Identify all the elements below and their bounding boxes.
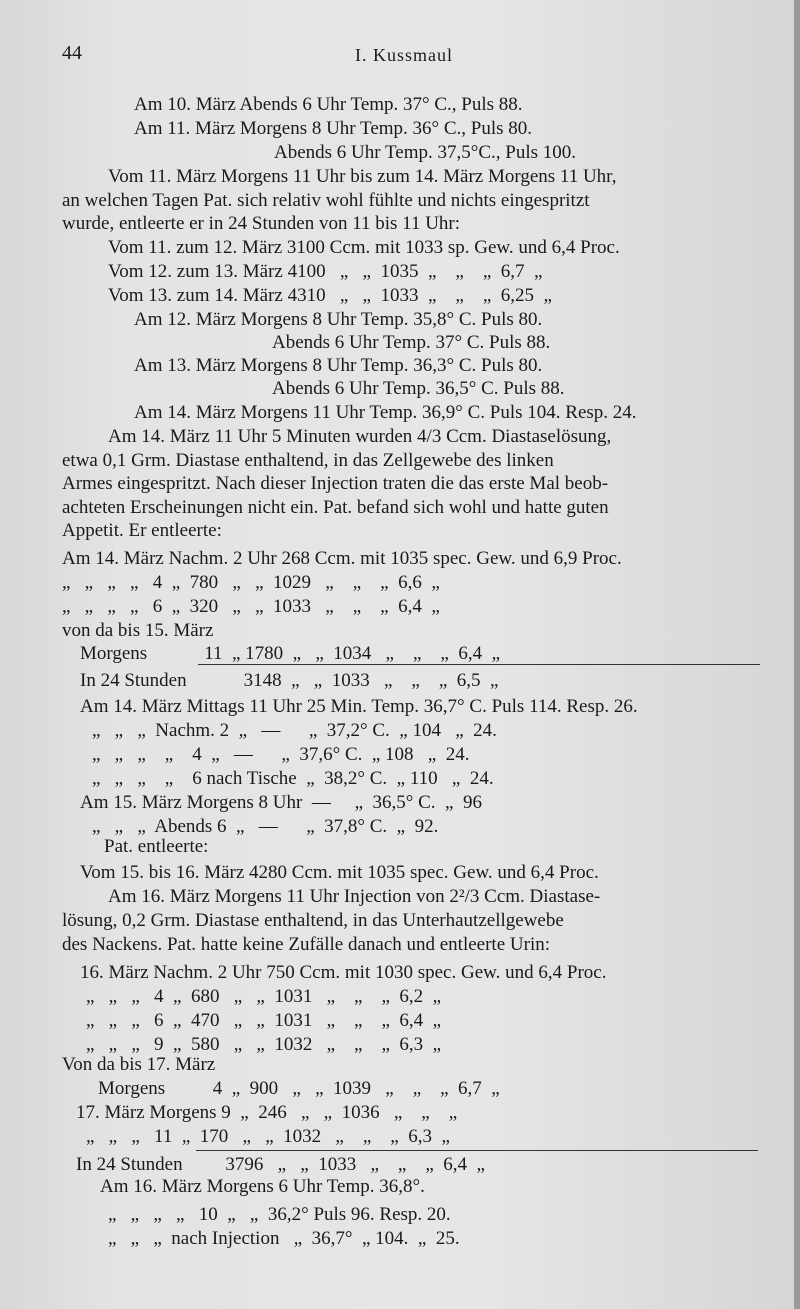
table-row: Von da bis 17. März [62,1054,216,1075]
table-row: „ „ „ 9 „ 580 „ „ 1032 „ „ „ 6,3 „ [86,1034,442,1055]
text-line: Am 14. März Morgens 11 Uhr Temp. 36,9° C. Puls 104. Resp. 24. [134,402,637,423]
table-row: Am 16. März Morgens 6 Uhr Temp. 36,8°. [100,1176,425,1197]
text-line: Abends 6 Uhr Temp. 37° C. Puls 88. [272,332,551,353]
text-line: Armes eingespritzt. Nach dieser Injection traten die das erste Mal beob- [62,473,609,494]
text-line: Abends 6 Uhr Temp. 37,5°C., Puls 100. [274,142,577,163]
text-line: Am 11. März Morgens 8 Uhr Temp. 36° C., Puls 80. [134,118,533,139]
text-line: Appetit. Er entleerte: [62,520,222,541]
table-row: Am 15. März Morgens 8 Uhr — „ 36,5° C. „ 96 [80,792,482,813]
table-row: 16. März Nachm. 2 Uhr 750 Ccm. mit 1030 spec. Gew. und 6,4 Proc. [80,962,607,983]
text-line: Am 14. März 11 Uhr 5 Minuten wurden 4/3 Ccm. Diastaselösung, [108,426,612,447]
text-line: etwa 0,1 Grm. Diastase enthaltend, in das Zellgewebe des linken [62,450,554,471]
table-row: „ „ „ „ 6 nach Tische „ 38,2° C. „ 110 „ 24. [92,768,494,789]
text-line: Am 13. März Morgens 8 Uhr Temp. 36,3° C. Puls 80. [134,355,543,376]
text-line: lösung, 0,2 Grm. Diastase enthaltend, in das Unterhautzellgewebe [62,910,564,931]
text-line: Pat. entleerte: [104,836,209,857]
table-row: „ „ „ „ 10 „ „ 36,2° Puls 96. Resp. 20. [108,1204,451,1225]
table-row: „ „ „ „ 6 „ 320 „ „ 1033 „ „ „ 6,4 „ [62,596,440,617]
table-row: „ „ „ „ 4 „ 780 „ „ 1029 „ „ „ 6,6 „ [62,572,440,593]
text-line: Am 12. März Morgens 8 Uhr Temp. 35,8° C. Puls 80. [134,309,543,330]
text-line: wurde, entleerte er in 24 Stunden von 11 bis 11 Uhr: [62,213,461,234]
table-row: „ „ „ Abends 6 „ — „ 37,8° C. „ 92. [92,816,439,837]
text-line: Vom 12. zum 13. März 4100 „ „ 1035 „ „ „ 6,7 „ [108,261,543,282]
text-line: Vom 13. zum 14. März 4310 „ „ 1033 „ „ „ 6,25 „ [108,285,552,306]
table-row: „ „ „ 11 „ 170 „ „ 1032 „ „ „ 6,3 „ [86,1126,450,1147]
table-row: „ „ „ 4 „ 680 „ „ 1031 „ „ „ 6,2 „ [86,986,442,1007]
text-line: an welchen Tagen Pat. sich relativ wohl fühlte und nichts eingespritzt [62,190,590,211]
text-line: des Nackens. Pat. hatte keine Zufälle danach und entleerte Urin: [62,934,550,955]
text-line: Vom 11. März Morgens 11 Uhr bis zum 14. März Morgens 11 Uhr, [108,166,617,187]
table-row: Morgens 11 „ 1780 „ „ 1034 „ „ „ 6,4 „ [80,643,501,664]
table-row: „ „ „ Nachm. 2 „ — „ 37,2° C. „ 104 „ 24. [92,720,497,741]
text-line: Am 16. März Morgens 11 Uhr Injection von 2²/3 Ccm. Diastase- [108,886,601,907]
table-row: Morgens 4 „ 900 „ „ 1039 „ „ „ 6,7 „ [98,1078,500,1099]
table-row: „ „ „ 6 „ 470 „ „ 1031 „ „ „ 6,4 „ [86,1010,442,1031]
text-line: achteten Erscheinungen nicht ein. Pat. befand sich wohl und hatte guten [62,497,609,518]
table-row: Am 14. März Nachm. 2 Uhr 268 Ccm. mit 1035 spec. Gew. und 6,9 Proc. [62,548,622,569]
table-row: „ „ „ nach Injection „ 36,7° „ 104. „ 25. [108,1228,460,1249]
sum-rule [198,664,760,665]
table-row: In 24 Stunden 3148 „ „ 1033 „ „ „ 6,5 „ [80,670,499,691]
sum-rule [196,1150,758,1151]
text-line: Abends 6 Uhr Temp. 36,5° C. Puls 88. [272,378,565,399]
page-edge-shadow [794,0,800,1309]
table-row: von da bis 15. März [62,620,214,641]
text-line: Vom 15. bis 16. März 4280 Ccm. mit 1035 spec. Gew. und 6,4 Proc. [80,862,599,883]
page-number: 44 [62,42,82,64]
table-row: 17. März Morgens 9 „ 246 „ „ 1036 „ „ „ [76,1102,458,1123]
table-row: In 24 Stunden 3796 „ „ 1033 „ „ „ 6,4 „ [76,1154,485,1175]
text-line: Vom 11. zum 12. März 3100 Ccm. mit 1033 sp. Gew. und 6,4 Proc. [108,237,620,258]
text-line: Am 10. März Abends 6 Uhr Temp. 37° C., Puls 88. [134,94,523,115]
table-row: „ „ „ „ 4 „ — „ 37,6° C. „ 108 „ 24. [92,744,470,765]
table-row: Am 14. März Mittags 11 Uhr 25 Min. Temp. 36,7° C. Puls 114. Resp. 26. [80,696,638,717]
running-title: I. Kussmaul [355,45,453,65]
